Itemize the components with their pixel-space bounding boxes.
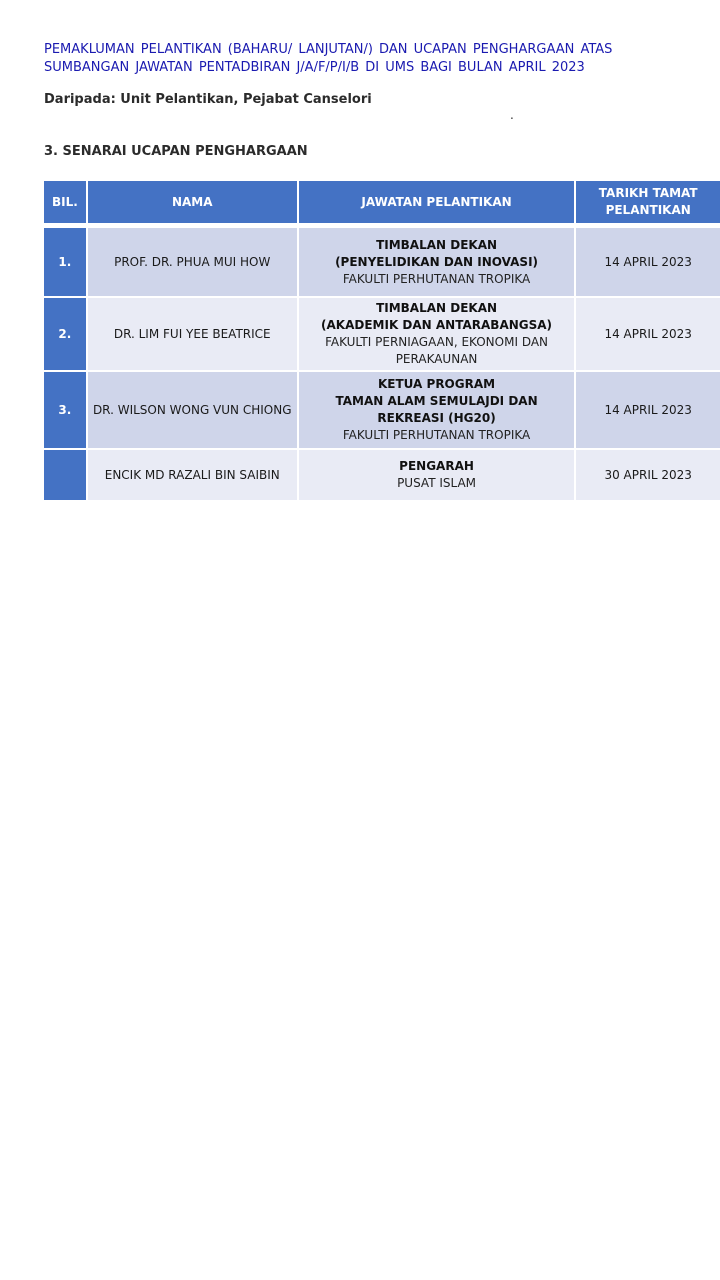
header-nama: NAMA xyxy=(88,181,299,223)
table-row xyxy=(44,296,720,370)
table-row xyxy=(44,370,720,448)
position-department: FAKULTI PERHUTANAN TROPIKA xyxy=(342,428,531,442)
position-title: (AKADEMIK DAN ANTARABANGSA) xyxy=(321,318,553,332)
row-number: 2. xyxy=(44,296,88,370)
row-end-date: 14 APRIL 2023 xyxy=(576,370,720,448)
header-bil: BIL. xyxy=(44,181,88,223)
stray-dot: . xyxy=(510,108,514,122)
row-name: ENCIK MD RAZALI BIN SAIBIN xyxy=(88,448,299,500)
row-name: DR. WILSON WONG VUN CHIONG xyxy=(88,370,299,448)
row-end-date: 30 APRIL 2023 xyxy=(576,448,720,500)
title-line-2: SUMBANGAN JAWATAN PENTADBIRAN J/A/F/P/I/B DI UMS BAGI BULAN APRIL 2023 xyxy=(44,60,585,75)
row-number xyxy=(44,448,88,500)
position-department: PUSAT ISLAM xyxy=(397,476,477,490)
table-row xyxy=(44,448,720,500)
position-title: KETUA PROGRAM xyxy=(378,377,496,391)
position-department: FAKULTI PERNIAGAAN, EKONOMI DAN xyxy=(325,335,549,349)
appreciation-table xyxy=(44,181,720,500)
header-tarikh-line-1: TARIKH TAMAT xyxy=(598,186,698,200)
position-title: (PENYELIDIKAN DAN INOVASI) xyxy=(335,254,539,269)
header-tarikh xyxy=(576,181,720,223)
document-title xyxy=(44,41,684,77)
row-name: PROF. DR. PHUA MUI HOW xyxy=(88,223,299,296)
position-title: TIMBALAN DEKAN xyxy=(376,301,498,315)
row-number: 3. xyxy=(44,370,88,448)
position-title: REKREASI (HG20) xyxy=(377,411,496,425)
position-title: TIMBALAN DEKAN xyxy=(376,237,498,252)
title-line-1: PEMAKLUMAN PELANTIKAN (BAHARU/ LANJUTAN/) DAN UCAPAN PENGHARGAAN ATAS xyxy=(44,42,613,57)
row-position xyxy=(299,223,577,296)
position-title: TAMAN ALAM SEMULAJDI DAN xyxy=(335,394,538,408)
header-tarikh-line-2: PELANTIKAN xyxy=(605,203,691,217)
section-heading: 3. SENARAI UCAPAN PENGHARGAAN xyxy=(44,144,308,159)
row-end-date: 14 APRIL 2023 xyxy=(576,223,720,296)
table-header-row xyxy=(44,181,720,223)
row-position xyxy=(299,370,577,448)
position-title: PENGARAH xyxy=(399,459,474,473)
table-row xyxy=(44,223,720,296)
row-end-date: 14 APRIL 2023 xyxy=(576,296,720,370)
from-line: Daripada: Unit Pelantikan, Pejabat Canselori xyxy=(44,92,372,107)
row-name: DR. LIM FUI YEE BEATRICE xyxy=(88,296,299,370)
position-department: PERAKAUNAN xyxy=(395,352,478,366)
row-number: 1. xyxy=(44,223,88,296)
row-position xyxy=(299,448,577,500)
row-position xyxy=(299,296,577,370)
header-jawatan: JAWATAN PELANTIKAN xyxy=(299,181,577,223)
position-department: FAKULTI PERHUTANAN TROPIKA xyxy=(342,271,531,286)
